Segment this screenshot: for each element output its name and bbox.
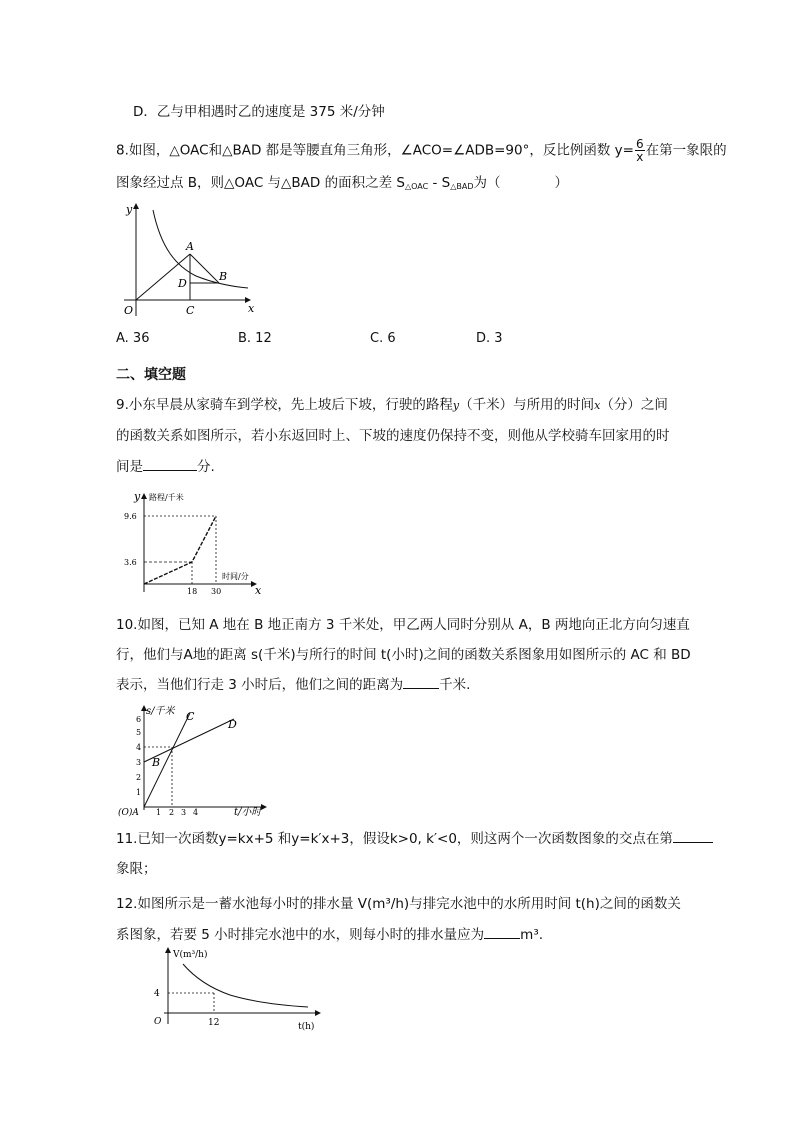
- q8-line1: [116, 138, 727, 163]
- q12-curve: [183, 964, 308, 1007]
- q10-label-c: C: [186, 710, 195, 723]
- q10-line3-b: 千米.: [439, 677, 471, 693]
- q8-label-a: A: [186, 240, 194, 253]
- q12-answer-blank[interactable]: [484, 924, 520, 939]
- q10-x-tick-3: 3: [181, 808, 187, 817]
- q8-label-x: x: [248, 302, 255, 315]
- q9-var-x: x: [594, 399, 601, 412]
- q9-line1: [116, 394, 668, 417]
- q10-y-tick-5: 5: [136, 728, 142, 737]
- q9-x-axis-label: x: [255, 584, 262, 597]
- q8-hyperbola: [153, 210, 248, 288]
- q8-line2-b: - S: [428, 175, 451, 191]
- q9-graph: [116, 488, 266, 598]
- q12-y-title: V(m³/h): [173, 950, 208, 960]
- q10-y-title: s/千米: [146, 706, 175, 717]
- q10-y-tick-1: 1: [136, 788, 142, 797]
- q8-label-y: y: [126, 203, 133, 216]
- q9-line3: [116, 456, 215, 478]
- q9-y-axis-label: y: [134, 490, 141, 503]
- q8-sub2: △BAD: [450, 182, 474, 191]
- q9-line3-a: 间是: [116, 459, 143, 475]
- q8-line2: [116, 172, 568, 198]
- q8-option-a: A. 36: [116, 331, 150, 346]
- q11-line1: [116, 828, 713, 850]
- q12-origin: O: [154, 1017, 162, 1027]
- q9-y-title: 路程/千米: [149, 493, 184, 502]
- q8-graph: [116, 198, 261, 322]
- q8-sub1: △OAC: [404, 182, 429, 191]
- q8-option-c: C. 6: [370, 331, 396, 346]
- q9-var-y: y: [452, 399, 460, 412]
- q10-y-tick-6: 6: [136, 715, 142, 724]
- q10-graph: [116, 700, 276, 820]
- q8-option-b: B. 12: [238, 331, 272, 346]
- q10-line1: 10.如图，已知 A 地在 B 地正南方 3 千米处，甲乙两人同时分别从 A，B 两地向正北方向匀速直: [116, 617, 690, 633]
- q12-line2-a: 系图象，若要 5 小时排完水池中的水，则每小时的排水量应为: [116, 927, 485, 943]
- q8-option-d: D. 3: [476, 331, 503, 346]
- q9-x-tick-30: 30: [211, 587, 222, 596]
- q10-y-tick-2: 2: [136, 773, 142, 782]
- q9-answer-blank[interactable]: [143, 456, 197, 471]
- q7-option-d: D．乙与甲相遇时乙的速度是 375 米/分钟: [133, 104, 385, 120]
- q10-line3: [116, 674, 470, 696]
- q8-frac-num: 6: [635, 137, 644, 151]
- q10-x-tick-4: 4: [193, 808, 199, 817]
- q9-x-title: 时间/分: [222, 572, 249, 581]
- q8-frac-den: x: [636, 150, 644, 164]
- q9-line1-b: （千米）与所用的时间: [459, 397, 595, 413]
- q10-y-tick-4: 4: [136, 743, 142, 752]
- q9-line3-b: 分.: [197, 459, 215, 475]
- q10-x-tick-1: 1: [156, 808, 162, 817]
- q12-y-tick-4: 4: [154, 989, 160, 999]
- q8-label-d: D: [178, 277, 187, 290]
- q11-answer-blank[interactable]: [673, 828, 713, 843]
- q8-label-b: B: [219, 270, 228, 283]
- q12-line1: 12.如图所示是一蓄水池每小时的排水量 V(m³/h)与排完水池中的水所用时间 t(h)之间的函数关: [116, 896, 681, 912]
- q9-x-tick-18: 18: [187, 587, 198, 596]
- q11-line1-text: 11.已知一次函数y=kx+5 和y=k′x+3，假设k>0, k′<0，则这两个一次函数图象的交点在第: [116, 831, 673, 847]
- q9-y-tick-96: 9.6: [124, 512, 137, 521]
- q8-label-o: O: [124, 304, 134, 317]
- q9-y-tick-36: 3.6: [124, 558, 137, 567]
- q12-line2: [116, 924, 543, 946]
- q8-label-c: C: [186, 304, 195, 317]
- q12-x-title: t(h): [298, 1022, 315, 1032]
- q9-line1-a: 9.小东早晨从家骑车到学校，先上坡后下坡，行驶的路程: [116, 397, 453, 413]
- q8-text-b: 在第一象限的: [645, 142, 727, 159]
- q10-label-b: B: [152, 756, 161, 769]
- q8-fraction: [635, 138, 645, 163]
- q11-line2: 象限；: [116, 861, 157, 877]
- q12-graph: [140, 944, 330, 1034]
- q9-graph-line: [144, 516, 216, 584]
- q10-y-tick-3: 3: [136, 758, 142, 767]
- section-title: 二、填空题: [116, 367, 186, 383]
- q8-line2-a: 图象经过点 B，则△OAC 与△BAD 的面积之差 S: [116, 175, 405, 191]
- q12-x-tick-12: 12: [208, 1018, 220, 1028]
- q10-answer-blank[interactable]: [403, 674, 439, 689]
- q10-x-title: t/小时: [234, 807, 262, 818]
- q10-line2: 行，他们与A地的距离 s(千米)与所行的时间 t(小时)之间的函数关系图象用如图所示的 AC 和 BD: [116, 647, 691, 663]
- q8-text-a: 8.如图，△OAC和△BAD 都是等腰直角三角形，∠ACO=∠ADB=90°，反比例函数 y=: [116, 142, 634, 159]
- q10-line-ac: [144, 713, 190, 807]
- q10-line3-a: 表示，当他们行走 3 小时后，他们之间的距离为: [116, 677, 404, 693]
- q12-line2-b: m³.: [520, 927, 544, 943]
- q9-line2: 的函数关系如图所示，若小东返回时上、下坡的速度仍保持不变，则他从学校骑车回家用的时: [116, 428, 670, 444]
- q10-label-d: D: [228, 718, 237, 731]
- q10-x-tick-2: 2: [169, 808, 175, 817]
- q9-line1-c: （分）之间: [600, 397, 668, 413]
- q10-origin: (O)A: [118, 808, 139, 818]
- q8-line2-c: 为（ ）: [473, 175, 569, 191]
